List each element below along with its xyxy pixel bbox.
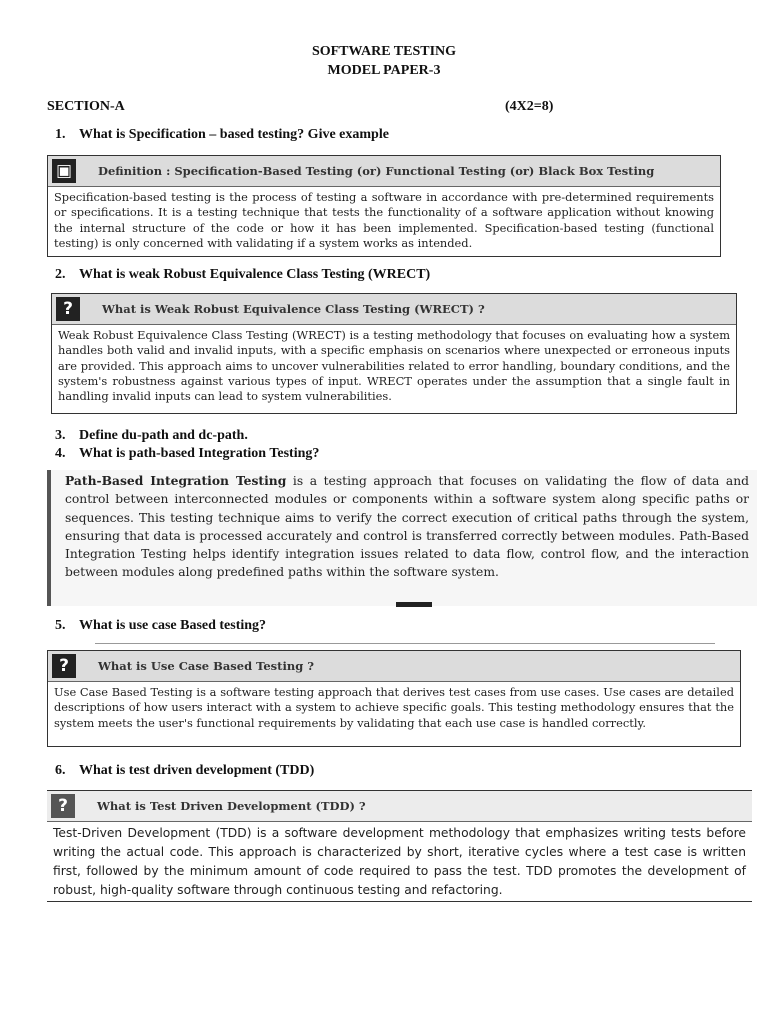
answer-box-header [48, 156, 720, 187]
answer-box-heading: Definition : Specification-Based Testing (or) Functional Testing (or) Black Box Testing [98, 164, 655, 178]
divider [95, 643, 715, 644]
question-mark-icon: ? [56, 297, 80, 321]
question-number: 2. [55, 267, 66, 282]
answer-box-header [48, 651, 740, 682]
question-2 [55, 267, 430, 283]
section-marks: (4X2=8) [505, 99, 554, 114]
question-6 [55, 763, 314, 779]
question-1 [55, 127, 389, 143]
answer-box-body: Specification-based testing is the process of testing a software in accordance with pre-determined requirements or specifications. It is a testing technique that tests the functionality of a software application without knowing the internal structure of the code or how it has been implemented. Specification-based testing (functional testing) is only concerned with validating if a system works as intended. [54, 190, 714, 250]
answer-box-body: Test-Driven Development (TDD) is a software development methodology that emphasizes writing tests before writing the actual code. This approach is characterized by short, iterative cycles where a test case is written first, followed by the minimum amount of code required to pass the test. TDD promotes the development of robust, high-quality software through continuous testing and refactoring. [53, 826, 746, 897]
question-text: Define du-path and dc-path. [79, 428, 248, 443]
question-text: What is Specification – based testing? Give example [79, 127, 389, 142]
document-subtitle: MODEL PAPER-3 [327, 63, 441, 78]
question-text: What is path-based Integration Testing? [79, 446, 320, 461]
answer-box-use-case [47, 650, 741, 747]
answer-box-wrect [51, 293, 737, 414]
question-5 [55, 618, 266, 634]
question-text: What is test driven development (TDD) [79, 763, 315, 778]
answer-box-heading: What is Test Driven Development (TDD) ? [97, 799, 366, 813]
question-4 [55, 446, 319, 462]
answer-path-based-integration [47, 470, 757, 606]
question-mark-icon: ? [51, 794, 75, 818]
answer-lead-term: Path-Based Integration Testing [65, 473, 287, 488]
question-number: 1. [55, 127, 66, 142]
answer-box-heading: What is Weak Robust Equivalence Class Testing (WRECT) ? [102, 302, 485, 316]
answer-box-heading: What is Use Case Based Testing ? [98, 659, 314, 673]
answer-box-header [47, 791, 752, 822]
answer-box-header [52, 294, 736, 325]
question-mark-icon: ? [52, 654, 76, 678]
answer-body: is a testing approach that focuses on validating the flow of data and control between interconnected modules or components within a software system along specific paths or sequences. This testing technique aims to verify the correct execution of critical paths through the system, ensuring that data is processed accurately and control is transferred correctly between modules. Path-Based Integration Testing helps identify integration issues related to data flow, control flow, and the interaction between modules along predefined paths within the software system. [65, 474, 749, 580]
section-label: SECTION-A [47, 99, 125, 114]
answer-box-tdd [47, 790, 752, 902]
answer-box-specification [47, 155, 721, 257]
answer-box-body: Weak Robust Equivalence Class Testing (WRECT) is a testing methodology that focuses on evaluating how a system handles both valid and invalid inputs, with a specific emphasis on scenarios where unexpected or erroneous inputs are provided. This approach aims to uncover vulnerabilities related to error handling, boundary conditions, and the system's robustness against various types of input. WRECT operates under the assumption that a single fault in handling invalid inputs can lead to system vulnerabilities. [58, 328, 730, 404]
question-number: 5. [55, 618, 66, 633]
document-title: SOFTWARE TESTING [311, 44, 457, 59]
scan-mark [396, 602, 432, 607]
definition-icon: ▣ [52, 159, 76, 183]
question-number: 4. [55, 446, 66, 461]
question-text: What is weak Robust Equivalence Class Testing (WRECT) [79, 267, 431, 282]
question-number: 6. [55, 763, 66, 778]
question-number: 3. [55, 428, 66, 443]
question-3 [55, 428, 248, 444]
answer-box-body: Use Case Based Testing is a software testing approach that derives test cases from use cases. Use cases are detailed descriptions of how users interact with a system to achieve specific goals. This testing methodology ensures that the system meets the user's functional requirements by validating that each use case is handled correctly. [54, 685, 734, 730]
question-text: What is use case Based testing? [79, 618, 267, 633]
